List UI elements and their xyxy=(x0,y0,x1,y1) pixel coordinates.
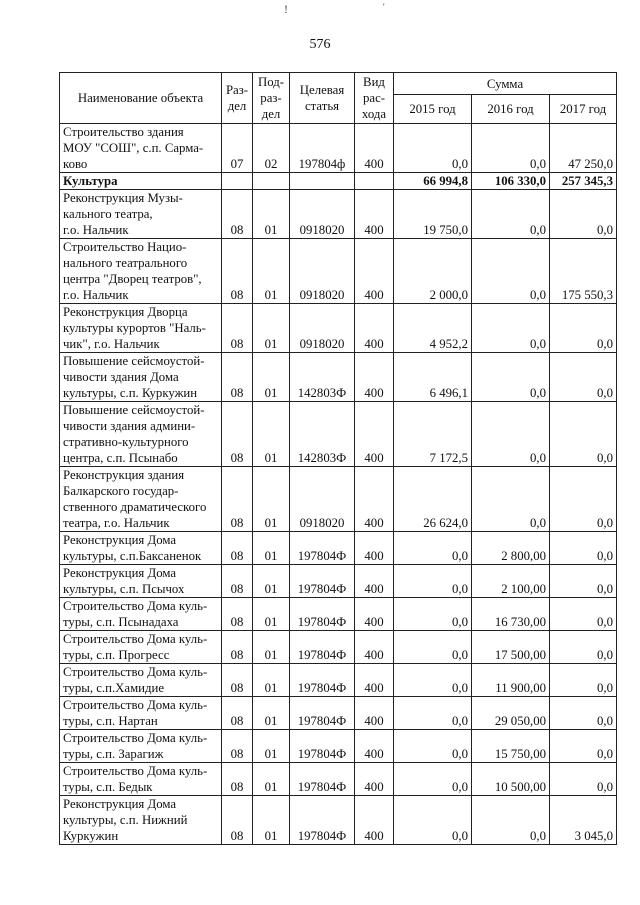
sum-2017: 0,0 xyxy=(550,304,617,353)
sum-2017: 175 550,3 xyxy=(550,239,617,304)
header-podrazdel: Под- раз- дел xyxy=(253,73,290,124)
sum-2016: 0,0 xyxy=(472,467,550,532)
sum-2017: 3 045,0 xyxy=(550,796,617,845)
table-row xyxy=(60,796,617,845)
expense-type: 400 xyxy=(355,124,394,173)
razdel: 08 xyxy=(222,763,253,796)
sum-2017: 0,0 xyxy=(550,565,617,598)
podrazdel: 01 xyxy=(253,631,290,664)
header-name: Наименование объекта xyxy=(60,73,222,124)
scan-mark: ! xyxy=(284,2,288,16)
table-row xyxy=(60,532,617,565)
expense-type: 400 xyxy=(355,598,394,631)
expense-type: 400 xyxy=(355,631,394,664)
expense-type: 400 xyxy=(355,664,394,697)
header-vid: Вид рас- хода xyxy=(355,73,394,124)
object-name: Повышение сейсмоустой- чивости здания админи- стративно-культурного центра, с.п. Псынабо xyxy=(60,402,222,467)
object-name: Строительство здания МОУ "СОШ", с.п. Сарма- ково xyxy=(60,124,222,173)
expense-type: 400 xyxy=(355,402,394,467)
header-2016: 2016 год xyxy=(472,95,550,124)
sum-2015: 0,0 xyxy=(394,730,472,763)
target-article xyxy=(290,173,355,190)
razdel: 08 xyxy=(222,796,253,845)
object-name: Реконструкция здания Балкарского государ- ственного драматического театра, г.о. Нальчик xyxy=(60,467,222,532)
table-row xyxy=(60,124,617,173)
expense-type: 400 xyxy=(355,304,394,353)
header-razdel: Раз- дел xyxy=(222,73,253,124)
table-row xyxy=(60,239,617,304)
sum-2017: 0,0 xyxy=(550,532,617,565)
podrazdel: 01 xyxy=(253,190,290,239)
sum-2017: 0,0 xyxy=(550,697,617,730)
sum-2017: 0,0 xyxy=(550,190,617,239)
expense-type: 400 xyxy=(355,697,394,730)
target-article: 197804Ф xyxy=(290,565,355,598)
razdel: 08 xyxy=(222,239,253,304)
expense-type: 400 xyxy=(355,467,394,532)
target-article: 197804Ф xyxy=(290,664,355,697)
razdel: 08 xyxy=(222,730,253,763)
object-name: Реконструкция Музы- кального театра, г.о. Нальчик xyxy=(60,190,222,239)
table-row xyxy=(60,353,617,402)
sum-2017: 0,0 xyxy=(550,467,617,532)
sum-2016: 15 750,00 xyxy=(472,730,550,763)
sum-2015: 0,0 xyxy=(394,124,472,173)
object-name: Реконструкция Дома культуры, с.п. Нижний Куркужин xyxy=(60,796,222,845)
object-name: Строительство Дома куль- туры, с.п. Псынадаха xyxy=(60,598,222,631)
razdel: 08 xyxy=(222,353,253,402)
sum-2017: 0,0 xyxy=(550,402,617,467)
object-name: Культура xyxy=(60,173,222,190)
expense-type xyxy=(355,173,394,190)
sum-2015: 0,0 xyxy=(394,796,472,845)
podrazdel: 01 xyxy=(253,402,290,467)
target-article: 197804Ф xyxy=(290,763,355,796)
razdel: 08 xyxy=(222,664,253,697)
razdel: 08 xyxy=(222,565,253,598)
header-2017: 2017 год xyxy=(550,95,617,124)
razdel: 08 xyxy=(222,532,253,565)
sum-2015: 19 750,0 xyxy=(394,190,472,239)
sum-2016: 2 100,00 xyxy=(472,565,550,598)
sum-2015: 2 000,0 xyxy=(394,239,472,304)
razdel: 08 xyxy=(222,697,253,730)
sum-2015: 26 624,0 xyxy=(394,467,472,532)
table-row xyxy=(60,730,617,763)
target-article: 0918020 xyxy=(290,190,355,239)
sum-2016: 0,0 xyxy=(472,796,550,845)
target-article: 0918020 xyxy=(290,467,355,532)
sum-2015: 0,0 xyxy=(394,565,472,598)
table-row xyxy=(60,763,617,796)
sum-2015: 0,0 xyxy=(394,664,472,697)
table-row xyxy=(60,664,617,697)
podrazdel: 01 xyxy=(253,697,290,730)
target-article: 197804ф xyxy=(290,124,355,173)
table-row xyxy=(60,598,617,631)
podrazdel: 01 xyxy=(253,239,290,304)
sum-2017: 257 345,3 xyxy=(550,173,617,190)
podrazdel: 01 xyxy=(253,304,290,353)
sum-2017: 0,0 xyxy=(550,763,617,796)
target-article: 142803Ф xyxy=(290,402,355,467)
expense-type: 400 xyxy=(355,565,394,598)
expense-type: 400 xyxy=(355,796,394,845)
object-name: Строительство Дома куль- туры, с.п. Зарагиж xyxy=(60,730,222,763)
table-row xyxy=(60,467,617,532)
scan-mark: ' xyxy=(383,2,385,12)
sum-2016: 2 800,00 xyxy=(472,532,550,565)
object-name: Строительство Нацио- нального театрального центра "Дворец театров", г.о. Нальчик xyxy=(60,239,222,304)
expense-type: 400 xyxy=(355,190,394,239)
table-row xyxy=(60,631,617,664)
podrazdel xyxy=(253,173,290,190)
razdel: 08 xyxy=(222,304,253,353)
podrazdel: 01 xyxy=(253,353,290,402)
sum-2015: 0,0 xyxy=(394,697,472,730)
page-number: 576 xyxy=(309,37,331,52)
podrazdel: 01 xyxy=(253,467,290,532)
sum-2016: 10 500,00 xyxy=(472,763,550,796)
object-name: Строительство Дома куль- туры, с.п.Хамидие xyxy=(60,664,222,697)
object-name: Строительство Дома куль- туры, с.п. Нартан xyxy=(60,697,222,730)
budget-table xyxy=(59,72,617,845)
table-body xyxy=(60,124,617,845)
target-article: 197804Ф xyxy=(290,796,355,845)
podrazdel: 01 xyxy=(253,598,290,631)
target-article: 142803Ф xyxy=(290,353,355,402)
object-name: Реконструкция Дворца культуры курортов "Наль- чик", г.о. Нальчик xyxy=(60,304,222,353)
target-article: 197804Ф xyxy=(290,598,355,631)
sum-2017: 0,0 xyxy=(550,598,617,631)
table-row xyxy=(60,565,617,598)
target-article: 197804Ф xyxy=(290,532,355,565)
sum-2015: 0,0 xyxy=(394,598,472,631)
razdel: 08 xyxy=(222,402,253,467)
target-article: 197804Ф xyxy=(290,631,355,664)
sum-2017: 47 250,0 xyxy=(550,124,617,173)
table-row xyxy=(60,190,617,239)
header-target: Целевая статья xyxy=(290,73,355,124)
podrazdel: 01 xyxy=(253,664,290,697)
sum-2015: 6 496,1 xyxy=(394,353,472,402)
expense-type: 400 xyxy=(355,763,394,796)
sum-2015: 0,0 xyxy=(394,532,472,565)
sum-2017: 0,0 xyxy=(550,664,617,697)
expense-type: 400 xyxy=(355,239,394,304)
podrazdel: 01 xyxy=(253,532,290,565)
object-name: Реконструкция Дома культуры, с.п.Баксаненок xyxy=(60,532,222,565)
table-row xyxy=(60,697,617,730)
table-row xyxy=(60,402,617,467)
section-row xyxy=(60,173,617,190)
target-article: 197804Ф xyxy=(290,697,355,730)
object-name: Строительство Дома куль- туры, с.п. Бедык xyxy=(60,763,222,796)
target-article: 197804Ф xyxy=(290,730,355,763)
sum-2015: 7 172,5 xyxy=(394,402,472,467)
sum-2016: 106 330,0 xyxy=(472,173,550,190)
razdel: 07 xyxy=(222,124,253,173)
podrazdel: 01 xyxy=(253,763,290,796)
podrazdel: 01 xyxy=(253,565,290,598)
sum-2017: 0,0 xyxy=(550,631,617,664)
razdel: 08 xyxy=(222,598,253,631)
expense-type: 400 xyxy=(355,353,394,402)
sum-2015: 0,0 xyxy=(394,631,472,664)
razdel: 08 xyxy=(222,467,253,532)
razdel xyxy=(222,173,253,190)
object-name: Повышение сейсмоустой- чивости здания Дома культуры, с.п. Куркужин xyxy=(60,353,222,402)
header-2015: 2015 год xyxy=(394,95,472,124)
sum-2016: 11 900,00 xyxy=(472,664,550,697)
podrazdel: 02 xyxy=(253,124,290,173)
podrazdel: 01 xyxy=(253,730,290,763)
sum-2017: 0,0 xyxy=(550,730,617,763)
header-sum: Сумма xyxy=(394,73,617,95)
sum-2016: 16 730,00 xyxy=(472,598,550,631)
table-row xyxy=(60,304,617,353)
razdel: 08 xyxy=(222,631,253,664)
sum-2015: 0,0 xyxy=(394,763,472,796)
expense-type: 400 xyxy=(355,532,394,565)
expense-type: 400 xyxy=(355,730,394,763)
razdel: 08 xyxy=(222,190,253,239)
sum-2016: 17 500,00 xyxy=(472,631,550,664)
sum-2016: 0,0 xyxy=(472,304,550,353)
sum-2016: 29 050,00 xyxy=(472,697,550,730)
sum-2017: 0,0 xyxy=(550,353,617,402)
sum-2015: 66 994,8 xyxy=(394,173,472,190)
sum-2016: 0,0 xyxy=(472,402,550,467)
object-name: Реконструкция Дома культуры, с.п. Псычох xyxy=(60,565,222,598)
sum-2016: 0,0 xyxy=(472,124,550,173)
target-article: 0918020 xyxy=(290,304,355,353)
sum-2015: 4 952,2 xyxy=(394,304,472,353)
sum-2016: 0,0 xyxy=(472,239,550,304)
target-article: 0918020 xyxy=(290,239,355,304)
sum-2016: 0,0 xyxy=(472,190,550,239)
sum-2016: 0,0 xyxy=(472,353,550,402)
podrazdel: 01 xyxy=(253,796,290,845)
object-name: Строительство Дома куль- туры, с.п. Прогресс xyxy=(60,631,222,664)
